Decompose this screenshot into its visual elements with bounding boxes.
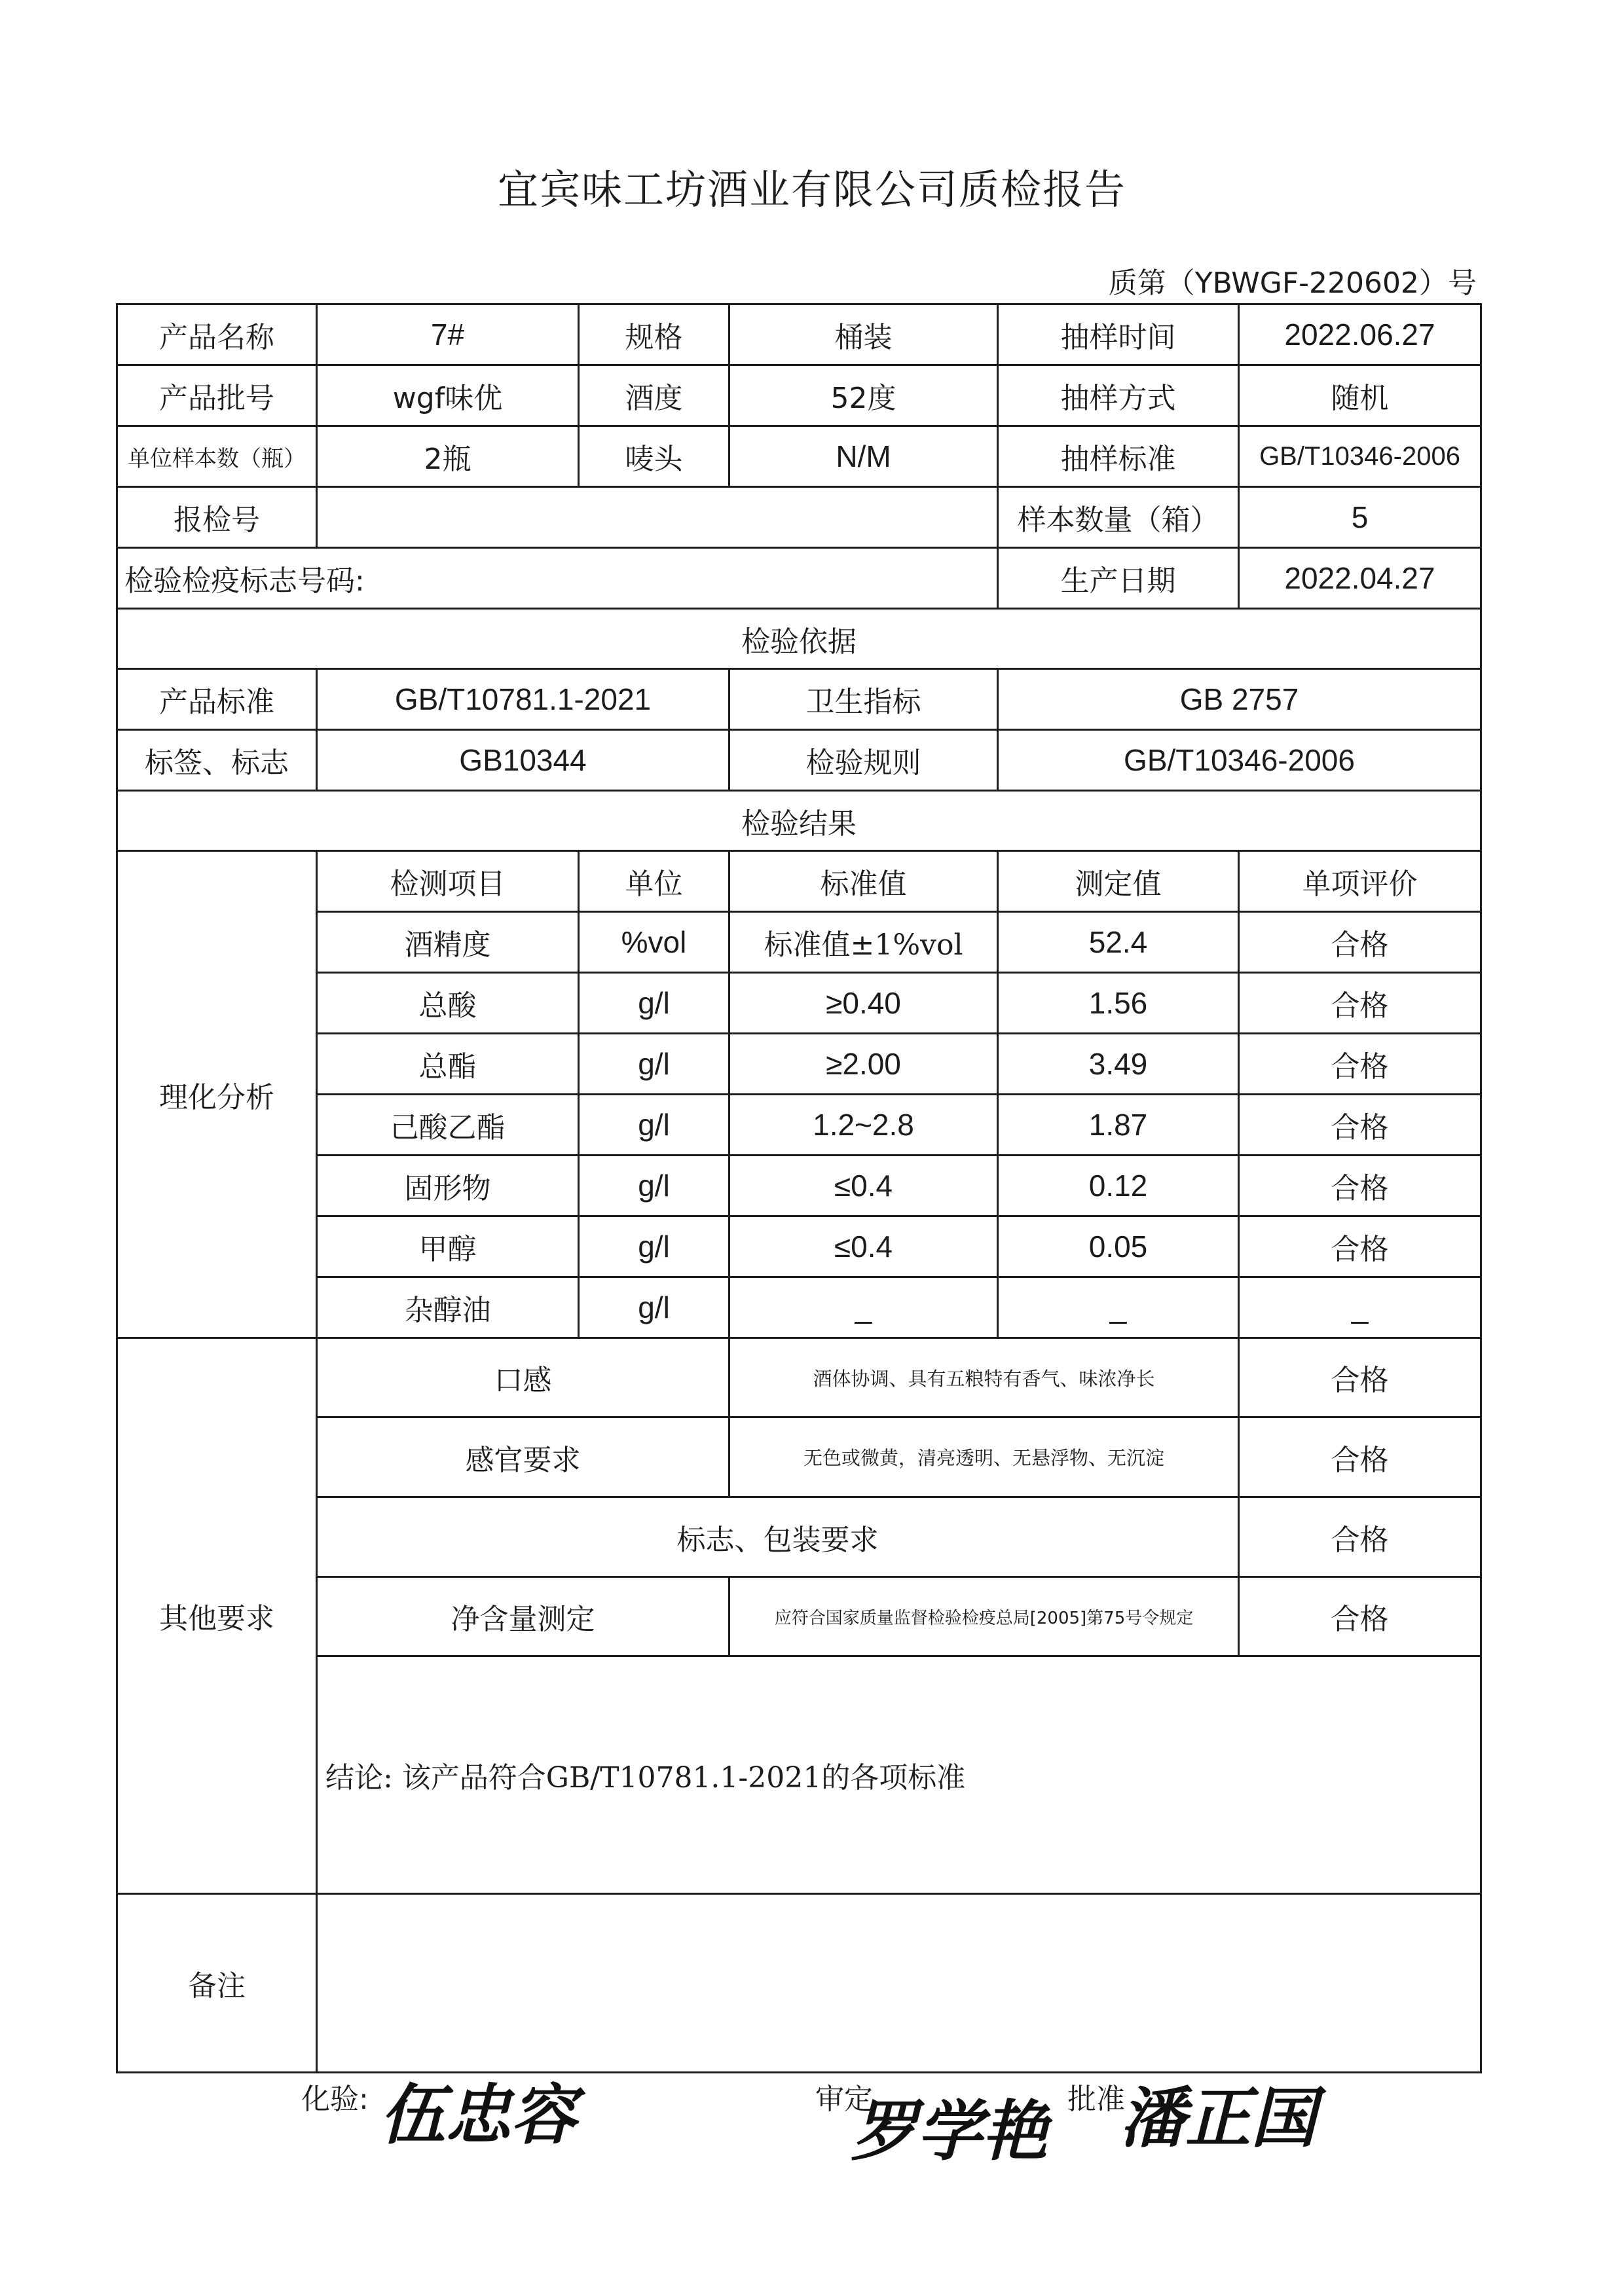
item-eval: 合格 [1239, 1095, 1481, 1156]
label-standard-value: GB10344 [317, 730, 729, 791]
sensory-label: 感官要求 [317, 1417, 729, 1497]
item-unit: %vol [579, 912, 729, 973]
taste-eval: 合格 [1239, 1338, 1481, 1417]
packaging-eval: 合格 [1239, 1497, 1481, 1577]
report-no-value [317, 487, 998, 548]
item-standard: _ [729, 1277, 998, 1338]
table-row [117, 1156, 1481, 1216]
spec-label: 规格 [579, 304, 729, 365]
table-row [117, 1277, 1481, 1338]
taste-standard: 酒体协调、具有五粮特有香气、味浓净长 [729, 1338, 1239, 1417]
alcohol-value: 52度 [729, 365, 998, 426]
item-name: 总酯 [317, 1034, 579, 1095]
rules-label: 检验规则 [729, 730, 998, 791]
net-content-standard: 应符合国家质量监督检验检疫总局[2005]第75号令规定 [729, 1577, 1239, 1656]
remarks-label: 备注 [117, 1894, 317, 2073]
product-name-value: 7# [317, 304, 579, 365]
item-eval: _ [1239, 1277, 1481, 1338]
column-header: 测定值 [998, 851, 1239, 912]
item-standard: ≥0.40 [729, 973, 998, 1034]
item-value: 0.05 [998, 1216, 1239, 1277]
taste-label: 口感 [317, 1338, 729, 1417]
table-row [117, 912, 1481, 973]
report-title: 宜宾味工坊酒业有限公司质检报告 [497, 166, 1126, 213]
item-standard: 1.2~2.8 [729, 1095, 998, 1156]
item-name: 总酸 [317, 973, 579, 1034]
column-header: 单项评价 [1239, 851, 1481, 912]
item-value: 0.12 [998, 1156, 1239, 1216]
net-content-label: 净含量测定 [317, 1577, 729, 1656]
net-content-eval: 合格 [1239, 1577, 1481, 1656]
other-section-label: 其他要求 [117, 1338, 317, 1894]
batch-value: wgf味优 [317, 365, 579, 426]
mark-value: N/M [729, 426, 998, 487]
lab-signature: 伍忠容 [380, 2076, 576, 2153]
quarantine-label: 检验检疫标志号码: [117, 548, 998, 609]
product-standard-value: GB/T10781.1-2021 [317, 669, 729, 730]
sampling-time-value: 2022.06.27 [1239, 304, 1481, 365]
lab-label: 化验: [301, 2083, 369, 2116]
sampling-method-value: 随机 [1239, 365, 1481, 426]
unit-sample-label: 单位样本数（瓶） [117, 426, 317, 487]
table-row [117, 1095, 1481, 1156]
item-unit: g/l [579, 1216, 729, 1277]
sampling-time-label: 抽样时间 [998, 304, 1239, 365]
remarks-value [317, 1894, 1481, 2073]
item-name: 酒精度 [317, 912, 579, 973]
report-no-label: 报检号 [117, 487, 317, 548]
column-header: 检测项目 [317, 851, 579, 912]
item-value: _ [998, 1277, 1239, 1338]
results-header: 检验结果 [117, 791, 1481, 851]
spec-value: 桶装 [729, 304, 998, 365]
hygiene-label: 卫生指标 [729, 669, 998, 730]
item-name: 己酸乙酯 [317, 1095, 579, 1156]
product-standard-label: 产品标准 [117, 669, 317, 730]
table-row [117, 973, 1481, 1034]
document-number: 质第（YBWGF-220602）号 [1108, 266, 1477, 300]
item-value: 1.87 [998, 1095, 1239, 1156]
item-eval: 合格 [1239, 1034, 1481, 1095]
sampling-method-label: 抽样方式 [998, 365, 1239, 426]
production-date-label: 生产日期 [998, 548, 1239, 609]
item-unit: g/l [579, 1156, 729, 1216]
column-header: 标准值 [729, 851, 998, 912]
item-standard: ≤0.4 [729, 1216, 998, 1277]
item-standard: 标准值±1%vol [729, 912, 998, 973]
basis-header: 检验依据 [117, 609, 1481, 669]
item-name: 固形物 [317, 1156, 579, 1216]
sensory-eval: 合格 [1239, 1417, 1481, 1497]
item-name: 甲醇 [317, 1216, 579, 1277]
item-eval: 合格 [1239, 1156, 1481, 1216]
item-unit: g/l [579, 1277, 729, 1338]
item-name: 杂醇油 [317, 1277, 579, 1338]
item-eval: 合格 [1239, 1216, 1481, 1277]
item-unit: g/l [579, 1095, 729, 1156]
rules-value: GB/T10346-2006 [998, 730, 1481, 791]
approve-signature: 潘正国 [1120, 2079, 1316, 2157]
unit-sample-value: 2瓶 [317, 426, 579, 487]
item-value: 1.56 [998, 973, 1239, 1034]
item-eval: 合格 [1239, 912, 1481, 973]
table-row [117, 1216, 1481, 1277]
item-eval: 合格 [1239, 973, 1481, 1034]
hygiene-value: GB 2757 [998, 669, 1481, 730]
item-unit: g/l [579, 973, 729, 1034]
approve-label: 批准 [1067, 2083, 1125, 2116]
item-standard: ≤0.4 [729, 1156, 998, 1216]
mark-label: 唛头 [579, 426, 729, 487]
product-name-label: 产品名称 [117, 304, 317, 365]
sampling-standard-label: 抽样标准 [998, 426, 1239, 487]
item-value: 3.49 [998, 1034, 1239, 1095]
label-standard-label: 标签、标志 [117, 730, 317, 791]
table-row [117, 1034, 1481, 1095]
report-table [116, 303, 1482, 2073]
item-standard: ≥2.00 [729, 1034, 998, 1095]
physchem-section-label: 理化分析 [117, 851, 317, 1338]
review-label: 审定 [815, 2083, 873, 2116]
production-date-value: 2022.04.27 [1239, 548, 1481, 609]
alcohol-label: 酒度 [579, 365, 729, 426]
column-header: 单位 [579, 851, 729, 912]
packaging-label: 标志、包装要求 [317, 1497, 1239, 1577]
sample-qty-label: 样本数量（箱） [998, 487, 1239, 548]
conclusion: 结论: 该产品符合GB/T10781.1-2021的各项标准 [317, 1656, 1481, 1894]
item-unit: g/l [579, 1034, 729, 1095]
sample-qty-value: 5 [1239, 487, 1481, 548]
sensory-standard: 无色或微黄，清亮透明、无悬浮物、无沉淀 [729, 1417, 1239, 1497]
batch-label: 产品批号 [117, 365, 317, 426]
sampling-standard-value: GB/T10346-2006 [1239, 426, 1481, 487]
item-value: 52.4 [998, 912, 1239, 973]
review-signature: 罗学艳 [851, 2092, 1048, 2170]
